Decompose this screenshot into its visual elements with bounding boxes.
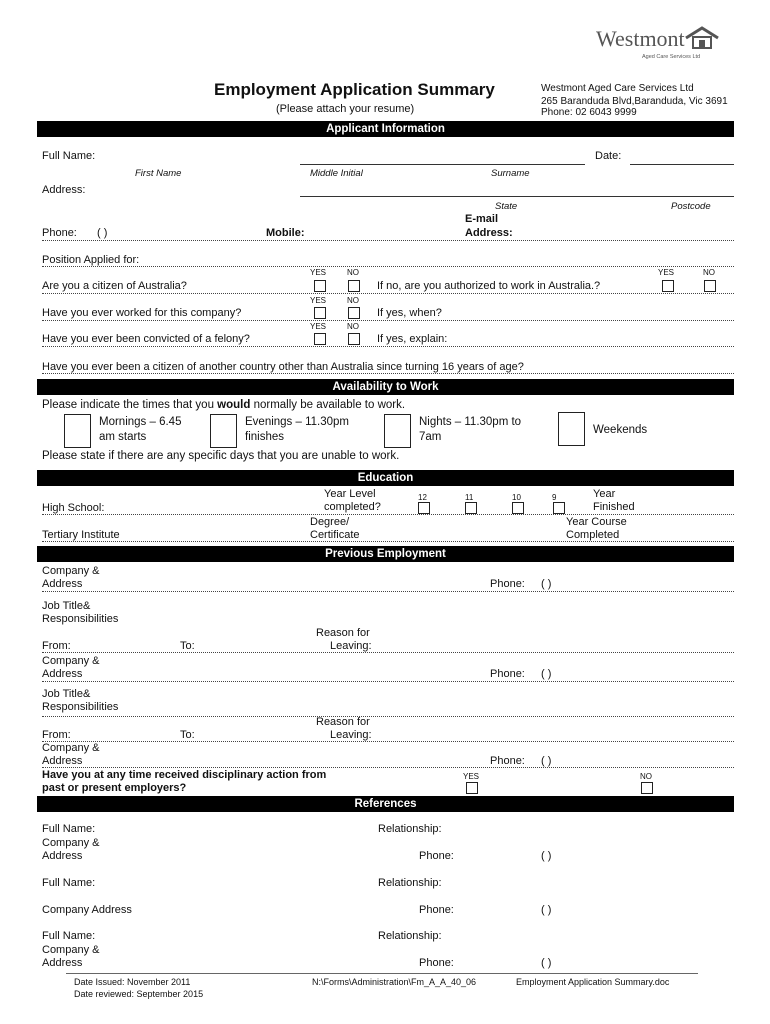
worked-no-checkbox[interactable] — [348, 307, 360, 319]
from-label: From: — [42, 640, 71, 652]
no-label: NO — [703, 268, 715, 277]
section-availability: Availability to Work — [37, 379, 734, 395]
divider — [42, 652, 734, 653]
company-address: 265 Baranduda Blvd,Baranduda, Vic 3691 — [541, 96, 728, 107]
year-12-label: 12 — [418, 493, 427, 502]
employer-phone-label: Phone: — [490, 668, 525, 680]
year-9-label: 9 — [552, 493, 557, 502]
availability-intro-text: Please indicate the times that you — [42, 399, 218, 411]
date-label: Date: — [595, 150, 622, 162]
disciplinary-no-label: NO — [640, 772, 652, 781]
disciplinary-question-line2: past or present employers? — [42, 782, 187, 794]
tertiary-label: Tertiary Institute — [42, 529, 120, 541]
surname-caption: Surname — [491, 168, 530, 179]
authorized-no-checkbox[interactable] — [704, 280, 716, 292]
position-applied-label: Position Applied for: — [42, 254, 140, 266]
reference-company-label-line1: Company & — [42, 837, 100, 849]
authorized-question: If no, are you authorized to work in Australia.? — [377, 280, 601, 292]
year-12-checkbox[interactable] — [418, 502, 430, 514]
year-11-label: 11 — [465, 493, 474, 502]
employer-phone-label: Phone: — [490, 755, 525, 767]
felony-question: Have you ever been convicted of a felony? — [42, 333, 250, 345]
footer-rule — [66, 973, 698, 974]
evenings-label-line1: Evenings – 11.30pm — [245, 416, 349, 428]
reference-full-name-label: Full Name: — [42, 930, 96, 942]
divider — [42, 741, 734, 742]
state-caption: State — [495, 201, 518, 212]
reference-full-name-label: Full Name: — [42, 877, 96, 889]
year-level-label-line1: Year Level — [324, 488, 376, 500]
year-course-label-line1: Year Course — [566, 516, 627, 528]
year-finished-label-line2: Finished — [593, 501, 635, 513]
email-label-line1: E-mail — [465, 213, 499, 225]
availability-intro-text-end: normally be available to work. — [250, 399, 406, 411]
mornings-checkbox[interactable] — [64, 414, 91, 448]
address-label: Address: — [42, 184, 86, 196]
job-title-label-line2: Responsibilities — [42, 701, 119, 713]
section-references: References — [37, 796, 734, 812]
availability-intro — [42, 399, 405, 411]
mobile-label: Mobile: — [266, 227, 305, 239]
divider — [42, 346, 734, 347]
company-label-line1: Company & — [42, 565, 100, 577]
citizen-no-checkbox[interactable] — [348, 280, 360, 292]
reference-company-address-label: Company Address — [42, 904, 132, 916]
company-label-line2: Address — [42, 668, 83, 680]
yes-label: YES — [310, 296, 327, 305]
date-field[interactable] — [630, 164, 734, 165]
disciplinary-yes-checkbox[interactable] — [466, 782, 478, 794]
first-name-caption: First Name — [135, 168, 182, 179]
reference-relationship-label: Relationship: — [378, 823, 442, 835]
divider — [42, 716, 734, 717]
page-title: Employment Application Summary — [214, 80, 495, 99]
reason-label-line1: Reason for — [316, 716, 370, 728]
nights-label-line2: 7am — [419, 431, 442, 443]
unable-days-label: Please state if there are any specific days that you are unable to work. — [42, 450, 400, 462]
worked-question: Have you ever worked for this company? — [42, 307, 242, 319]
company-label-line1: Company & — [42, 655, 100, 667]
logo-wordmark: Westmont — [596, 26, 685, 51]
employer-phone-label: Phone: — [490, 578, 525, 590]
reference-phone-area-code[interactable]: ( ) — [541, 850, 552, 862]
worked-yes-checkbox[interactable] — [314, 307, 326, 319]
job-title-label-line1: Job Title& — [42, 688, 91, 700]
divider — [42, 240, 734, 241]
employer-phone-area-code[interactable]: ( ) — [541, 755, 552, 767]
employer-phone-area-code[interactable]: ( ) — [541, 668, 552, 680]
divider — [42, 266, 734, 267]
reason-label-line1: Reason for — [316, 627, 370, 639]
phone-area-code[interactable]: ( ) — [97, 227, 108, 239]
divider — [42, 681, 734, 682]
reference-relationship-label: Relationship: — [378, 930, 442, 942]
full-name-field[interactable] — [300, 164, 585, 165]
reference-relationship-label: Relationship: — [378, 877, 442, 889]
year-course-label-line2: Completed — [566, 529, 620, 541]
reason-label-line2: Leaving: — [330, 729, 372, 741]
from-label: From: — [42, 729, 71, 741]
page-subtitle: (Please attach your resume) — [276, 103, 415, 115]
year-finished-label-line1: Year — [593, 488, 616, 500]
year-10-label: 10 — [512, 493, 521, 502]
worked-when-label: If yes, when? — [377, 307, 442, 319]
reference-company-label-line1: Company & — [42, 944, 100, 956]
section-applicant-information: Applicant Information — [37, 121, 734, 137]
reference-full-name-label: Full Name: — [42, 823, 96, 835]
divider — [42, 293, 734, 294]
mornings-label-line1: Mornings – 6.45 — [99, 416, 182, 428]
divider — [42, 541, 734, 542]
weekends-checkbox[interactable] — [558, 412, 585, 446]
divider — [42, 514, 734, 515]
divider — [42, 320, 734, 321]
divider — [42, 373, 734, 374]
email-label-line2: Address: — [465, 227, 513, 239]
no-label: NO — [347, 268, 359, 277]
postcode-caption: Postcode — [671, 201, 711, 212]
reference-phone-area-code[interactable]: ( ) — [541, 957, 552, 969]
yes-label: YES — [310, 268, 327, 277]
nights-label-line1: Nights – 11.30pm to — [419, 416, 522, 428]
reference-phone-label: Phone: — [419, 957, 454, 969]
citizen-question: Are you a citizen of Australia? — [42, 280, 187, 292]
degree-label-line2: Certificate — [310, 529, 360, 541]
employer-phone-area-code[interactable]: ( ) — [541, 578, 552, 590]
reference-phone-area-code[interactable]: ( ) — [541, 904, 552, 916]
disciplinary-yes-label: YES — [463, 772, 480, 781]
authorized-yes-checkbox[interactable] — [662, 280, 674, 292]
citizen-yes-checkbox[interactable] — [314, 280, 326, 292]
no-label: NO — [347, 296, 359, 305]
yes-label: YES — [658, 268, 675, 277]
disciplinary-question-line1: Have you at any time received disciplinary action from — [42, 769, 327, 781]
year-10-checkbox[interactable] — [512, 502, 524, 514]
evenings-label-line2: finishes — [245, 431, 284, 443]
nights-checkbox[interactable] — [384, 414, 411, 448]
footer-date-reviewed: Date reviewed: September 2015 — [74, 989, 204, 999]
section-previous-employment: Previous Employment — [37, 546, 734, 562]
year-9-checkbox[interactable] — [553, 502, 565, 514]
disciplinary-no-checkbox[interactable] — [641, 782, 653, 794]
other-country-question: Have you ever been a citizen of another country other than Australia since turning 16 years of age? — [42, 361, 524, 373]
section-education: Education — [37, 470, 734, 486]
job-title-label-line2: Responsibilities — [42, 613, 119, 625]
felony-no-checkbox[interactable] — [348, 333, 360, 345]
reference-company-label-line2: Address — [42, 957, 83, 969]
footer-date-issued: Date Issued: November 2011 — [74, 977, 191, 987]
to-label: To: — [180, 640, 195, 652]
yes-label: YES — [310, 322, 327, 331]
company-label-line2: Address — [42, 578, 83, 590]
company-phone: Phone: 02 6043 9999 — [541, 107, 637, 118]
felony-explain-label: If yes, explain: — [377, 333, 448, 345]
year-level-label-line2: completed? — [324, 501, 381, 513]
reference-company-label-line2: Address — [42, 850, 83, 862]
middle-initial-caption: Middle Initial — [310, 168, 363, 179]
company-label-line2: Address — [42, 755, 83, 767]
degree-label-line1: Degree/ — [310, 516, 350, 528]
reference-phone-label: Phone: — [419, 850, 454, 862]
company-label-line1: Company & — [42, 742, 100, 754]
logo-tagline: Aged Care Services Ltd — [642, 54, 701, 60]
divider — [42, 591, 734, 592]
phone-label: Phone: — [42, 227, 77, 239]
footer-file-name: Employment Application Summary.doc — [516, 977, 670, 987]
year-11-checkbox[interactable] — [465, 502, 477, 514]
full-name-label: Full Name: — [42, 150, 96, 162]
high-school-label: High School: — [42, 502, 105, 514]
divider — [42, 767, 734, 768]
weekends-label: Weekends — [593, 424, 648, 436]
mornings-label-line2: am starts — [99, 431, 147, 443]
company-name: Westmont Aged Care Services Ltd — [541, 83, 694, 94]
felony-yes-checkbox[interactable] — [314, 333, 326, 345]
job-title-label-line1: Job Title& — [42, 600, 91, 612]
to-label: To: — [180, 729, 195, 741]
footer-file-path: N:\Forms\Administration\Fm_A_A_40_06 — [312, 977, 477, 987]
no-label: NO — [347, 322, 359, 331]
availability-intro-emphasis: would — [217, 399, 251, 411]
house-icon — [684, 25, 720, 51]
address-field[interactable] — [300, 196, 734, 197]
reason-label-line2: Leaving: — [330, 640, 372, 652]
reference-phone-label: Phone: — [419, 904, 454, 916]
evenings-checkbox[interactable] — [210, 414, 237, 448]
